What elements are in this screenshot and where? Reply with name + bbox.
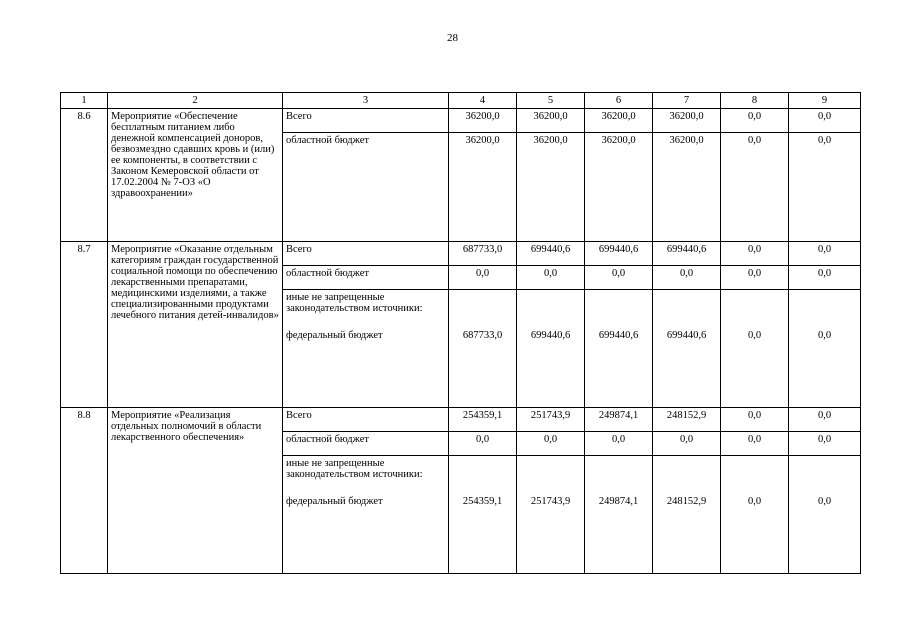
funding-source-group bbox=[283, 456, 449, 574]
value-cell: 0,0 bbox=[789, 408, 861, 432]
item-number: 8.7 bbox=[61, 242, 108, 408]
column-number: 6 bbox=[585, 93, 653, 109]
column-number: 2 bbox=[108, 93, 283, 109]
value-cell: 699440,6 bbox=[517, 290, 585, 408]
value-cell: 0,0 bbox=[449, 266, 517, 290]
budget-table bbox=[60, 92, 861, 574]
value-cell: 0,0 bbox=[517, 266, 585, 290]
value-cell: 0,0 bbox=[789, 242, 861, 266]
value-cell: 0,0 bbox=[653, 266, 721, 290]
value-cell: 36200,0 bbox=[449, 133, 517, 242]
table-row bbox=[61, 242, 861, 266]
value-cell: 248152,9 bbox=[653, 408, 721, 432]
column-number: 8 bbox=[721, 93, 789, 109]
value-cell: 0,0 bbox=[721, 456, 789, 574]
value-cell: 36200,0 bbox=[585, 109, 653, 133]
value-cell: 0,0 bbox=[789, 133, 861, 242]
funding-source: федеральный бюджет bbox=[286, 496, 383, 507]
other-sources-note: иные не запрещенные законодательством источники: bbox=[286, 292, 423, 314]
value-cell: 0,0 bbox=[789, 109, 861, 133]
value-cell: 251743,9 bbox=[517, 456, 585, 574]
value-cell: 0,0 bbox=[721, 133, 789, 242]
other-sources-note: иные не запрещенные законодательством источники: bbox=[286, 458, 423, 480]
value-cell: 687733,0 bbox=[449, 290, 517, 408]
value-cell: 249874,1 bbox=[585, 456, 653, 574]
value-cell: 249874,1 bbox=[585, 408, 653, 432]
table-row bbox=[61, 109, 861, 133]
value-cell: 699440,6 bbox=[585, 290, 653, 408]
funding-source: Всего bbox=[283, 242, 449, 266]
funding-source-group bbox=[283, 290, 449, 408]
value-cell: 36200,0 bbox=[585, 133, 653, 242]
column-number: 3 bbox=[283, 93, 449, 109]
column-number: 9 bbox=[789, 93, 861, 109]
column-number: 5 bbox=[517, 93, 585, 109]
value-cell: 0,0 bbox=[653, 432, 721, 456]
value-cell: 254359,1 bbox=[449, 456, 517, 574]
table-row bbox=[61, 408, 861, 432]
funding-source: областной бюджет bbox=[283, 432, 449, 456]
value-cell: 36200,0 bbox=[517, 109, 585, 133]
value-cell: 251743,9 bbox=[517, 408, 585, 432]
value-cell: 248152,9 bbox=[653, 456, 721, 574]
item-description: Мероприятие «Обеспечение бесплатным питанием либо денежной компенсацией доноров, безвозмездно сдавших кровь и (или) ее компоненты, в соответствии с Законом Кемеровской области от 17.02.2004 № 7-ОЗ «О здравоохранении» bbox=[108, 109, 283, 242]
value-cell: 36200,0 bbox=[653, 109, 721, 133]
funding-source: федеральный бюджет bbox=[286, 330, 383, 341]
value-cell: 0,0 bbox=[789, 456, 861, 574]
value-cell: 0,0 bbox=[517, 432, 585, 456]
value-cell: 687733,0 bbox=[449, 242, 517, 266]
page-number: 28 bbox=[447, 32, 458, 44]
funding-source: Всего bbox=[283, 109, 449, 133]
value-cell: 0,0 bbox=[449, 432, 517, 456]
value-cell: 0,0 bbox=[789, 290, 861, 408]
value-cell: 699440,6 bbox=[585, 242, 653, 266]
value-cell: 699440,6 bbox=[653, 290, 721, 408]
value-cell: 699440,6 bbox=[653, 242, 721, 266]
funding-source: областной бюджет bbox=[283, 133, 449, 242]
item-description: Мероприятие «Реализация отдельных полномочий в области лекарственного обеспечения» bbox=[108, 408, 283, 574]
column-number-row bbox=[61, 93, 861, 109]
value-cell: 36200,0 bbox=[653, 133, 721, 242]
value-cell: 0,0 bbox=[789, 266, 861, 290]
item-description: Мероприятие «Оказание отдельным категориям граждан государственной социальной помощи по обеспечению лекарственными препаратами, медицинскими изделиями, а также специализированными продуктами лечебного питания детей-инвалидов» bbox=[108, 242, 283, 408]
value-cell: 0,0 bbox=[721, 408, 789, 432]
column-number: 7 bbox=[653, 93, 721, 109]
value-cell: 36200,0 bbox=[449, 109, 517, 133]
item-number: 8.6 bbox=[61, 109, 108, 242]
value-cell: 0,0 bbox=[585, 432, 653, 456]
funding-source: областной бюджет bbox=[283, 266, 449, 290]
value-cell: 0,0 bbox=[721, 242, 789, 266]
value-cell: 0,0 bbox=[789, 432, 861, 456]
value-cell: 0,0 bbox=[721, 290, 789, 408]
column-number: 1 bbox=[61, 93, 108, 109]
column-number: 4 bbox=[449, 93, 517, 109]
value-cell: 0,0 bbox=[721, 432, 789, 456]
value-cell: 254359,1 bbox=[449, 408, 517, 432]
value-cell: 36200,0 bbox=[517, 133, 585, 242]
value-cell: 0,0 bbox=[585, 266, 653, 290]
value-cell: 0,0 bbox=[721, 266, 789, 290]
value-cell: 699440,6 bbox=[517, 242, 585, 266]
funding-source: Всего bbox=[283, 408, 449, 432]
value-cell: 0,0 bbox=[721, 109, 789, 133]
item-number: 8.8 bbox=[61, 408, 108, 574]
